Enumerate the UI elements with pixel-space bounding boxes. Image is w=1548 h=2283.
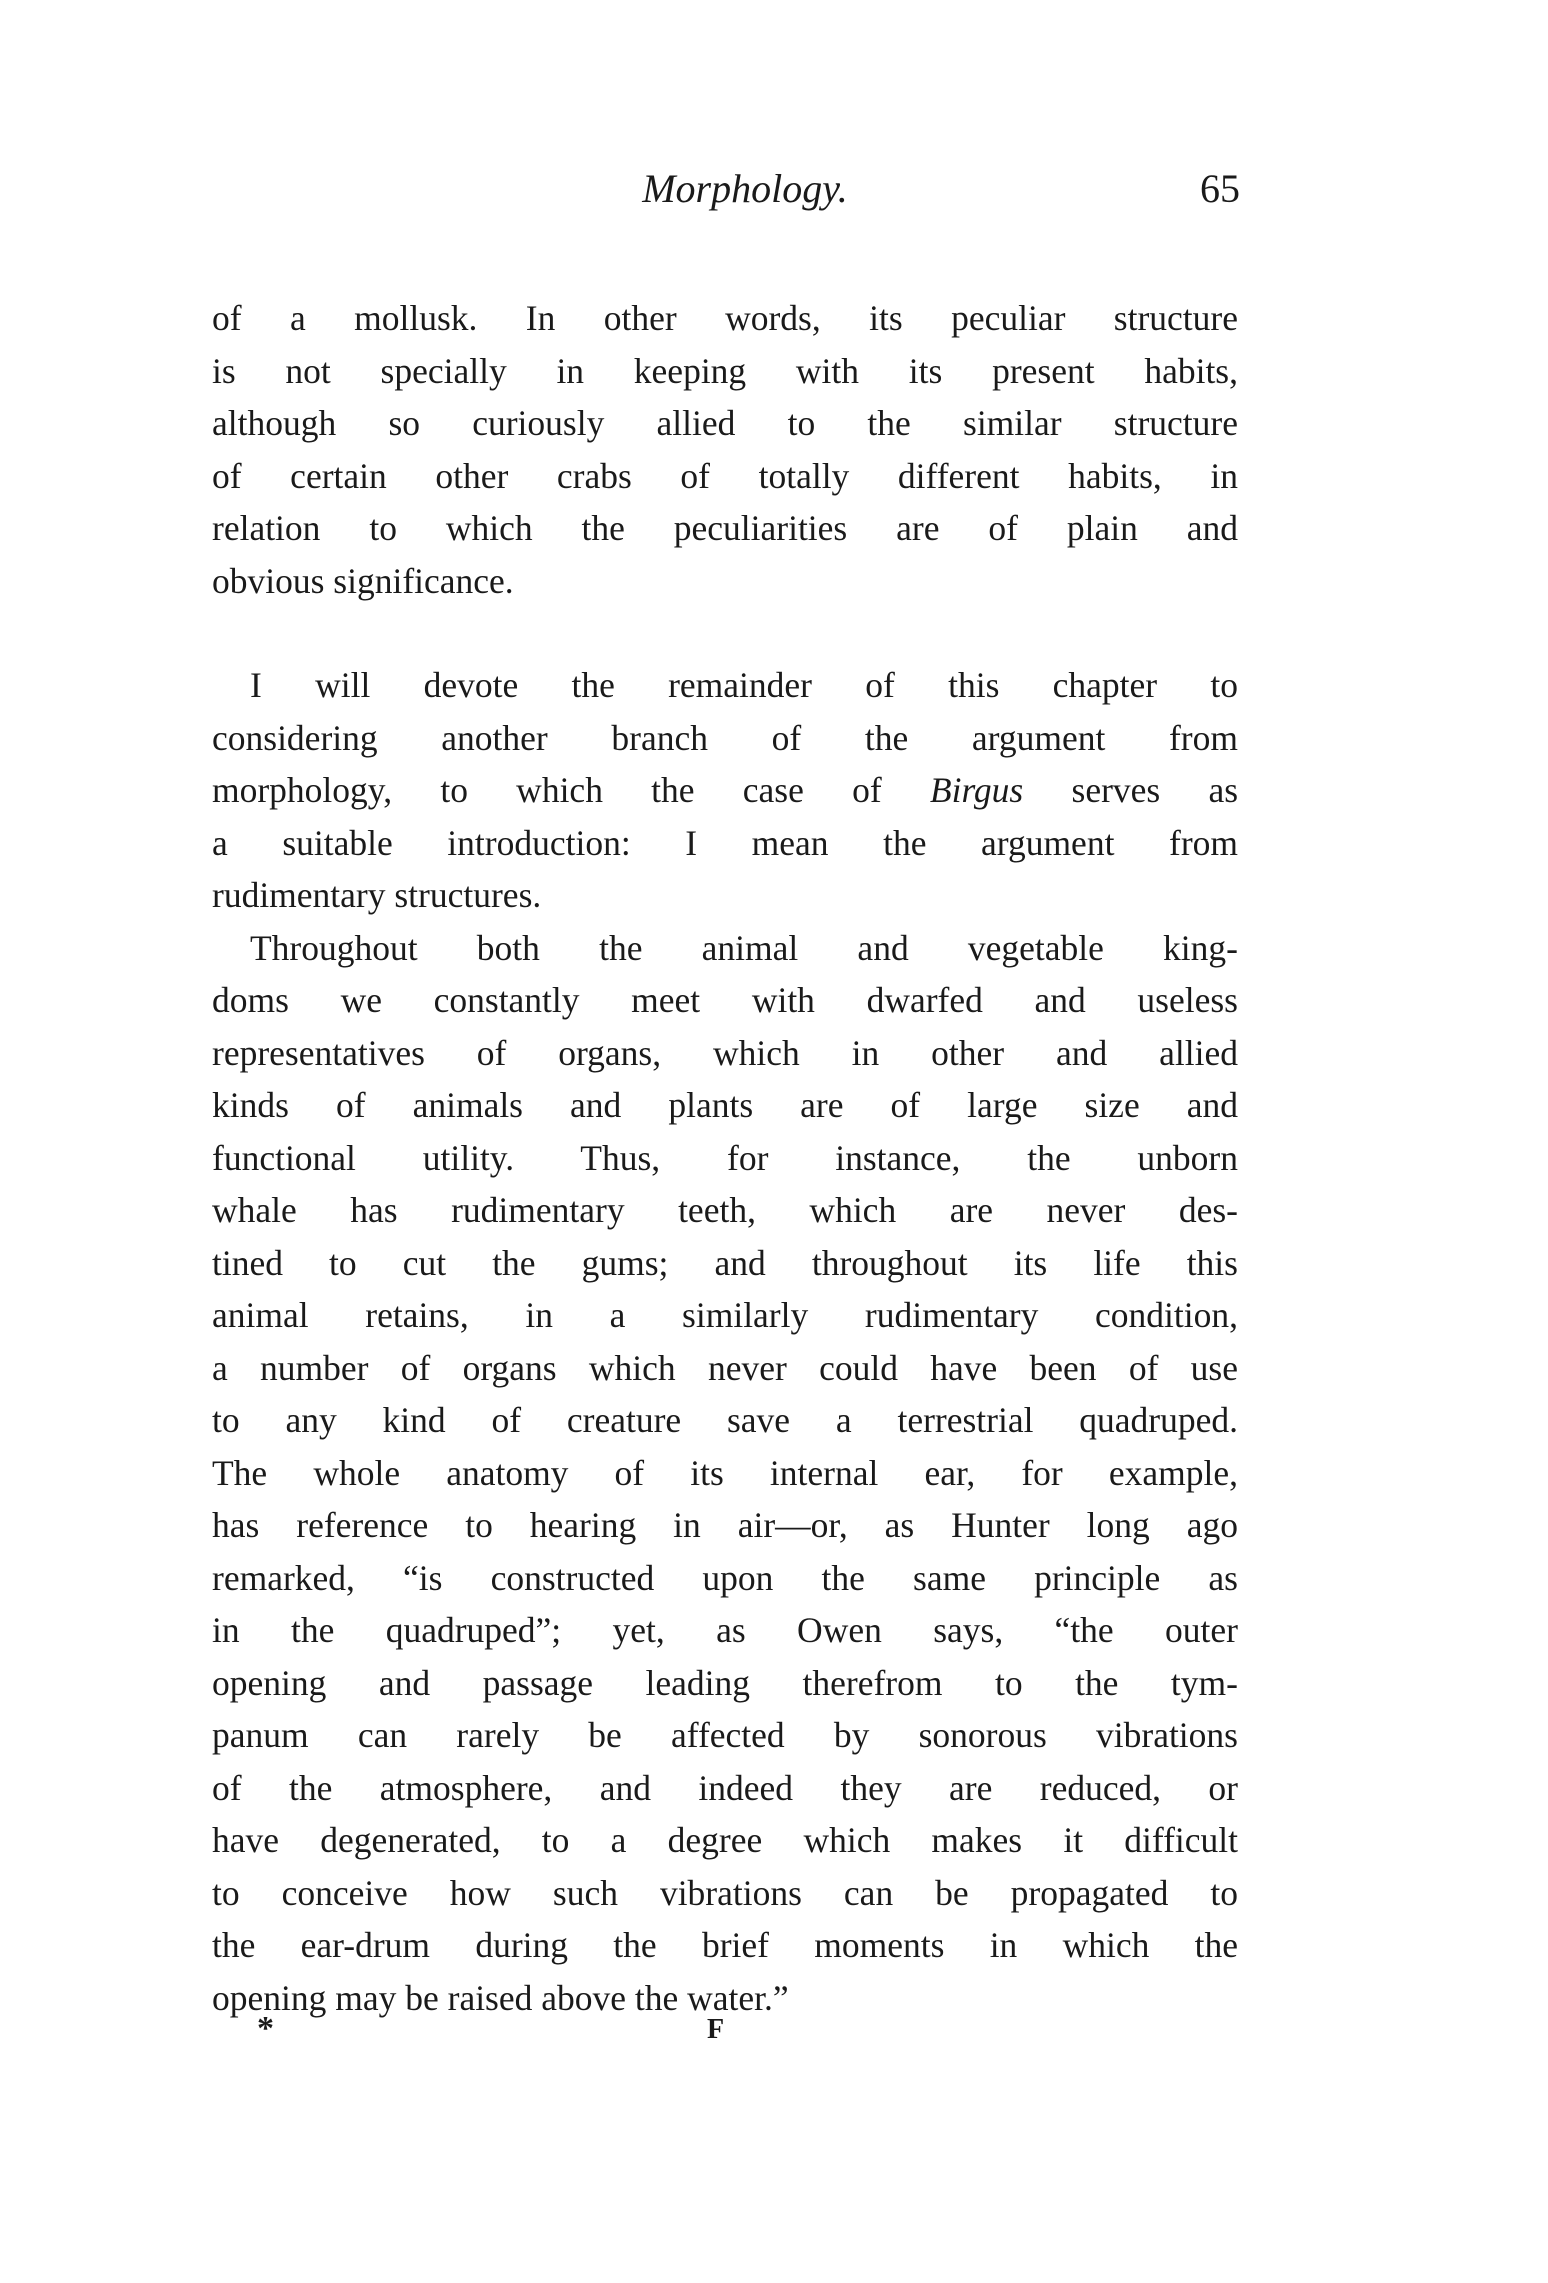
- text-line: to conceive how such vibrations can be propagated to: [212, 1872, 1238, 1913]
- page-number: 65: [1200, 166, 1240, 211]
- paragraph-3: [212, 922, 1238, 2025]
- text-line: Throughout both the animal and vegetable king-: [250, 927, 1238, 968]
- text-line: have degenerated, to a degree which makes it difficult: [212, 1820, 1238, 1860]
- text-line: in the quadruped”; yet, as Owen says, “the outer: [212, 1610, 1238, 1650]
- paragraph-2: [212, 659, 1238, 922]
- text-line: of a mollusk. In other words, its peculiar structure: [212, 298, 1238, 338]
- text-line: tined to cut the gums; and throughout its life this: [212, 1242, 1238, 1283]
- text-line: of certain other crabs of totally different habits, in: [212, 455, 1238, 496]
- signature-mark: *: [257, 2010, 274, 2047]
- text-line: opening and passage leading therefrom to the tym-: [212, 1662, 1238, 1703]
- text-fragment: morphology, to which the case of: [212, 770, 882, 810]
- body-text: [212, 292, 1238, 2024]
- text-line: rudimentary structures.: [212, 875, 542, 915]
- section-break: [212, 607, 1238, 659]
- text-line: functional utility. Thus, for instance, the unborn: [212, 1137, 1238, 1178]
- text-line: considering another branch of the argument from: [212, 717, 1238, 758]
- running-head: [210, 165, 1240, 225]
- italic-term: Birgus: [929, 770, 1024, 810]
- signature-letter: F: [707, 2014, 725, 2045]
- text-line: the ear-drum during the brief moments in which the: [212, 1925, 1238, 1965]
- text-line: panum can rarely be affected by sonorous vibrations: [212, 1715, 1238, 1755]
- text-line: a number of organs which never could have been of use: [212, 1347, 1238, 1388]
- text-fragment: serves as: [1071, 770, 1239, 810]
- text-line: doms we constantly meet with dwarfed and useless: [212, 980, 1238, 1020]
- text-line: obvious significance.: [212, 560, 514, 601]
- text-line: is not specially in keeping with its present habits,: [212, 350, 1238, 391]
- text-line: remarked, “is constructed upon the same principle as: [212, 1557, 1238, 1598]
- text-line: The whole anatomy of its internal ear, for example,: [212, 1452, 1238, 1493]
- text-line: kinds of animals and plants are of large size and: [212, 1085, 1238, 1125]
- text-line: whale has rudimentary teeth, which are never des-: [212, 1190, 1238, 1230]
- text-line: relation to which the peculiarities are of plain and: [212, 508, 1238, 548]
- signature-line: [212, 2010, 1238, 2060]
- text-line: has reference to hearing in air—or, as Hunter long ago: [212, 1505, 1238, 1545]
- text-line: of the atmosphere, and indeed they are reduced, or: [212, 1767, 1238, 1808]
- text-line: a suitable introduction: I mean the argument from: [212, 822, 1238, 863]
- text-line: animal retains, in a similarly rudimentary condition,: [212, 1295, 1238, 1335]
- text-line: opening may be raised above the water.”: [212, 1977, 789, 2018]
- running-title: Morphology.: [642, 166, 848, 211]
- text-line: [212, 764, 1238, 817]
- paragraph-1: [212, 292, 1238, 607]
- text-line: I will devote the remainder of this chapter to: [250, 665, 1238, 705]
- text-line: representatives of organs, which in other and allied: [212, 1032, 1238, 1073]
- text-line: although so curiously allied to the similar structure: [212, 403, 1238, 443]
- text-line: to any kind of creature save a terrestrial quadruped.: [212, 1400, 1238, 1440]
